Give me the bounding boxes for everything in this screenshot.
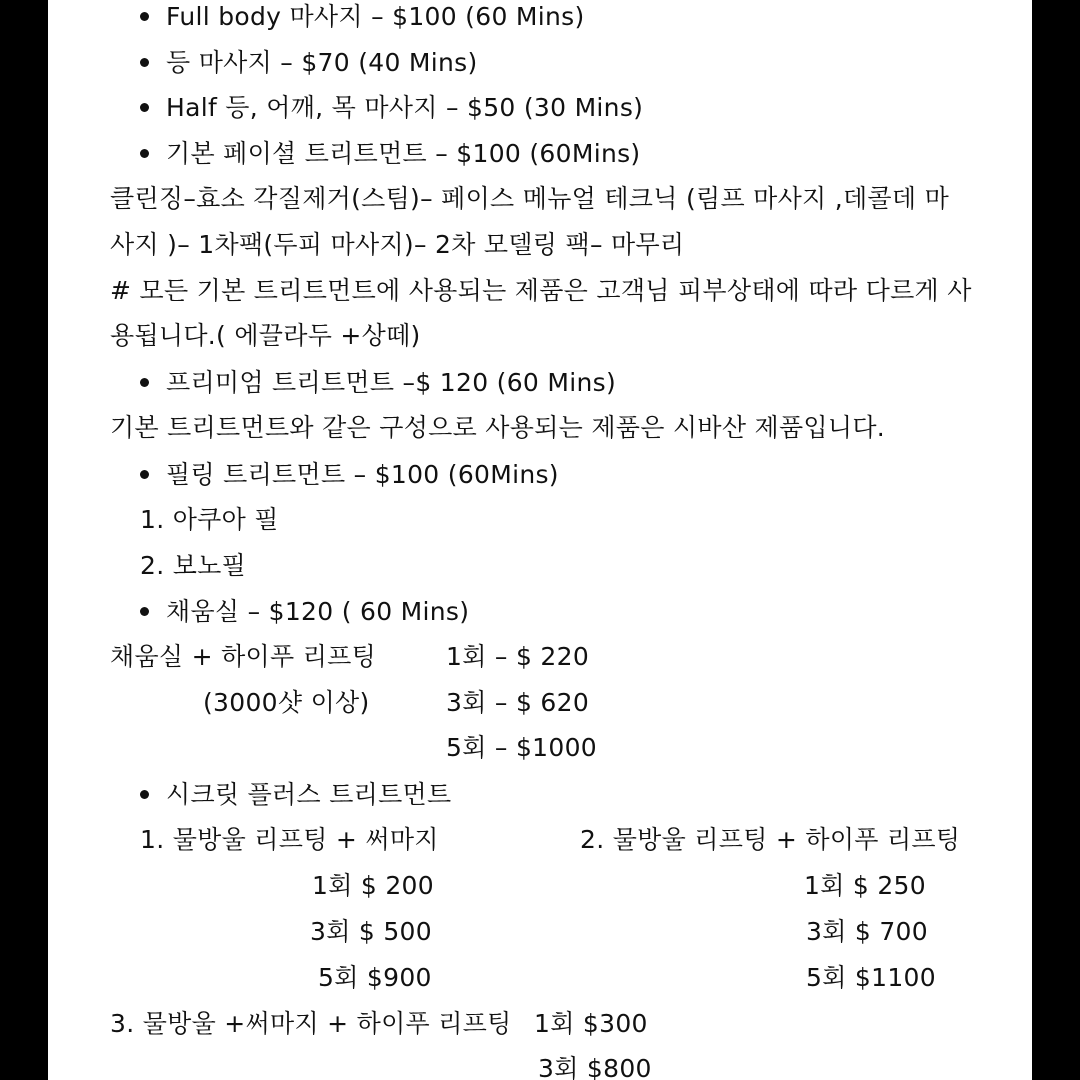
bullet-icon [140,103,149,112]
secret-option-2-price-3: 3회 $ 700 [806,917,928,946]
secret-option-1-title: 1. 물방울 리프팅 + 써마지 [140,825,439,854]
secret-option-2-title: 2. 물방울 리프팅 + 하이푸 리프팅 [580,825,961,854]
secret-option-1-price-3: 3회 $ 500 [310,917,432,946]
basic-steps-line-1: 클린징–효소 각질제거(스팀)– 페이스 메뉴얼 테크닉 (림프 마사지 ,데콜데 마 [110,184,950,213]
combo-price-3: 3회 – $ 620 [446,688,590,717]
secret-option-2-price-1: 1회 $ 250 [804,871,926,900]
bullet-icon [140,607,149,616]
full-body-massage-item: Full body 마사지 – $100 (60 Mins) [166,2,585,31]
half-massage-item: Half 등, 어깨, 목 마사지 – $50 (30 Mins) [166,93,644,122]
bullet-icon [140,378,149,387]
bullet-icon [140,149,149,158]
secret-option-3-price-1: 1회 $300 [534,1009,648,1038]
combo-price-1: 1회 – $ 220 [446,642,590,671]
bullet-icon [140,790,149,799]
peeling-treatment-item: 필링 트리트먼트 – $100 (60Mins) [166,460,559,489]
basic-note-line-1: # 모든 기본 트리트먼트에 사용되는 제품은 고객님 피부상태에 따라 다르게 사 [110,276,972,305]
basic-steps-line-2: 사지 )– 1차팩(두피 마사지)– 2차 모델링 팩– 마무리 [110,230,685,259]
secret-option-2-price-5: 5회 $1100 [806,963,936,992]
basic-facial-item: 기본 페이셜 트리트먼트 – $100 (60Mins) [166,139,641,168]
secret-option-3-price-3: 3회 $800 [538,1054,652,1080]
combo-title: 채움실 + 하이푸 리프팅 [110,642,377,671]
basic-note-line-2: 용됩니다.( 에끌라두 +상떼) [110,321,421,350]
premium-note: 기본 트리트먼트와 같은 구성으로 사용되는 제품은 시바산 제품입니다. [110,413,886,442]
chaeum-item: 채움실 – $120 ( 60 Mins) [166,597,470,626]
price-list-page [48,0,1032,1080]
bullet-icon [140,58,149,67]
secret-plus-item: 시크릿 플러스 트리트먼트 [166,780,452,809]
combo-price-5: 5회 – $1000 [446,733,597,762]
peel-option-1: 1. 아쿠아 필 [140,505,279,534]
secret-option-1-price-5: 5회 $900 [318,963,432,992]
back-massage-item: 등 마사지 – $70 (40 Mins) [166,48,478,77]
peel-option-2: 2. 보노필 [140,551,247,580]
combo-subtitle: (3000샷 이상) [203,688,370,717]
secret-option-1-price-1: 1회 $ 200 [312,871,434,900]
bullet-icon [140,12,149,21]
bullet-icon [140,470,149,479]
secret-option-3-title: 3. 물방울 +써마지 + 하이푸 리프팅 [110,1009,512,1038]
premium-treatment-item: 프리미엄 트리트먼트 –$ 120 (60 Mins) [166,368,617,397]
